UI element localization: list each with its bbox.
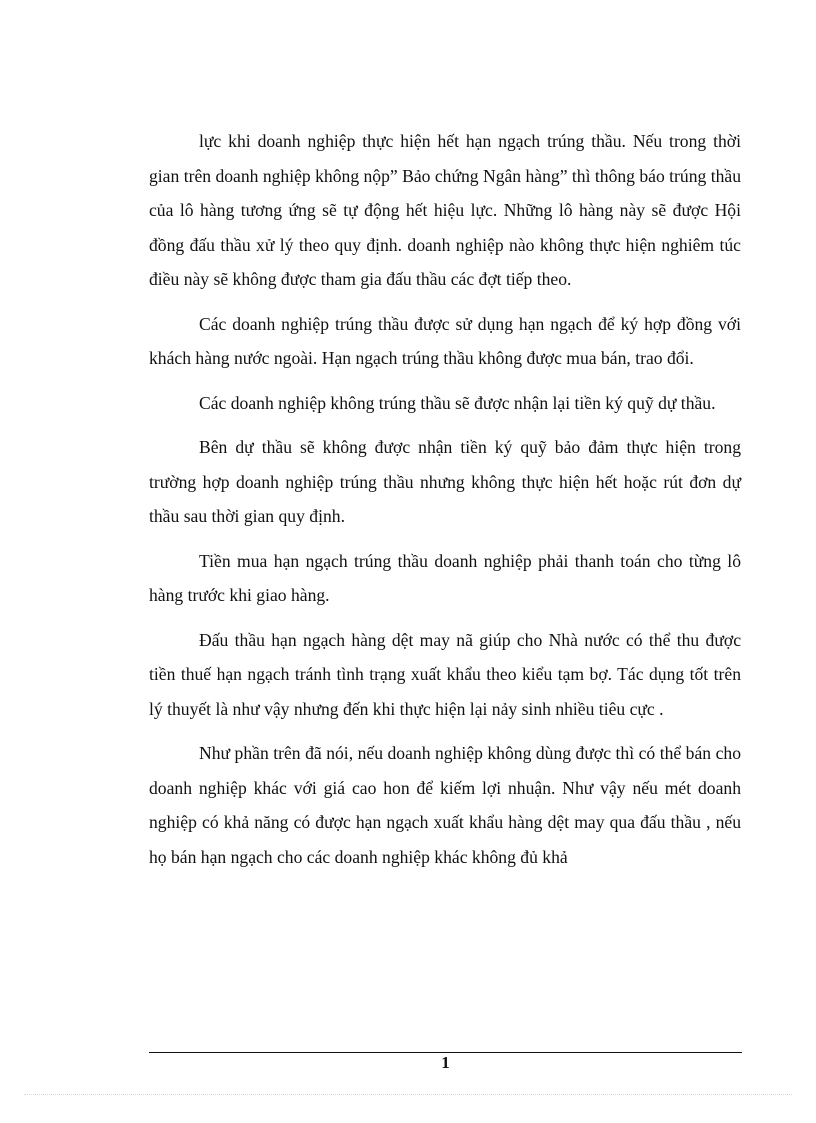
paragraph-5: Tiền mua hạn ngạch trúng thầu doanh nghiệp phải thanh toán cho từng lô hàng trước khi giao hàng. xyxy=(149,550,741,605)
page-number: 1 xyxy=(441,1053,450,1072)
paragraph-3: Các doanh nghiệp không trúng thầu sẽ được nhận lại tiền ký quỹ dự thầu. xyxy=(199,392,716,413)
paragraph-4: Bên dự thầu sẽ không được nhận tiền ký quỹ bảo đảm thực hiện trong trường hợp doanh nghiệp trúng thầu nhưng không thực hiện hết hoặc rút đơn dự thầu sau thời gian quy định. xyxy=(149,437,741,526)
document-body xyxy=(149,124,741,884)
paragraph-1: lực khi doanh nghiệp thực hiện hết hạn ngạch trúng thầu. Nếu trong thời gian trên doanh nghiệp không nộp” Bảo chứng Ngân hàng” thì thông báo trúng thầu của lô hàng tương ứng sẽ tự động hết hiệu lực. Những lô hàng này sẽ được Hội đồng đấu thầu xử lý theo quy định. doanh nghiệp nào không thực hiện nghiêm túc điều này sẽ không được tham gia đấu thầu các đợt tiếp theo. xyxy=(149,131,741,289)
paragraph-6: Đấu thầu hạn ngạch hàng dệt may nã giúp cho Nhà nước có thể thu được tiền thuế hạn ngạch tránh tình trạng xuất khẩu theo kiểu tạm bợ. Tác dụng tốt trên lý thuyết là như vậy nhưng đến khi thực hiện lại nảy sinh nhiều tiêu cực . xyxy=(149,629,741,719)
paragraph-2: Các doanh nghiệp trúng thầu được sử dụng hạn ngạch để ký hợp đồng với khách hàng nước ngoài. Hạn ngạch trúng thầu không được mua bán, trao đổi. xyxy=(149,313,741,368)
page-bottom-edge xyxy=(24,1094,792,1095)
paragraph-7: Như phần trên đã nói, nếu doanh nghiệp không dùng được thì có thể bán cho doanh nghiệp khác với giá cao hon để kiếm lợi nhuận. Như vậy nếu mét doanh nghiệp có khả năng có được hạn ngạch xuất khẩu hàng dệt may qua đấu thầu , nếu họ bán hạn ngạch cho các doanh nghiệp khác không đủ khả xyxy=(149,743,741,867)
